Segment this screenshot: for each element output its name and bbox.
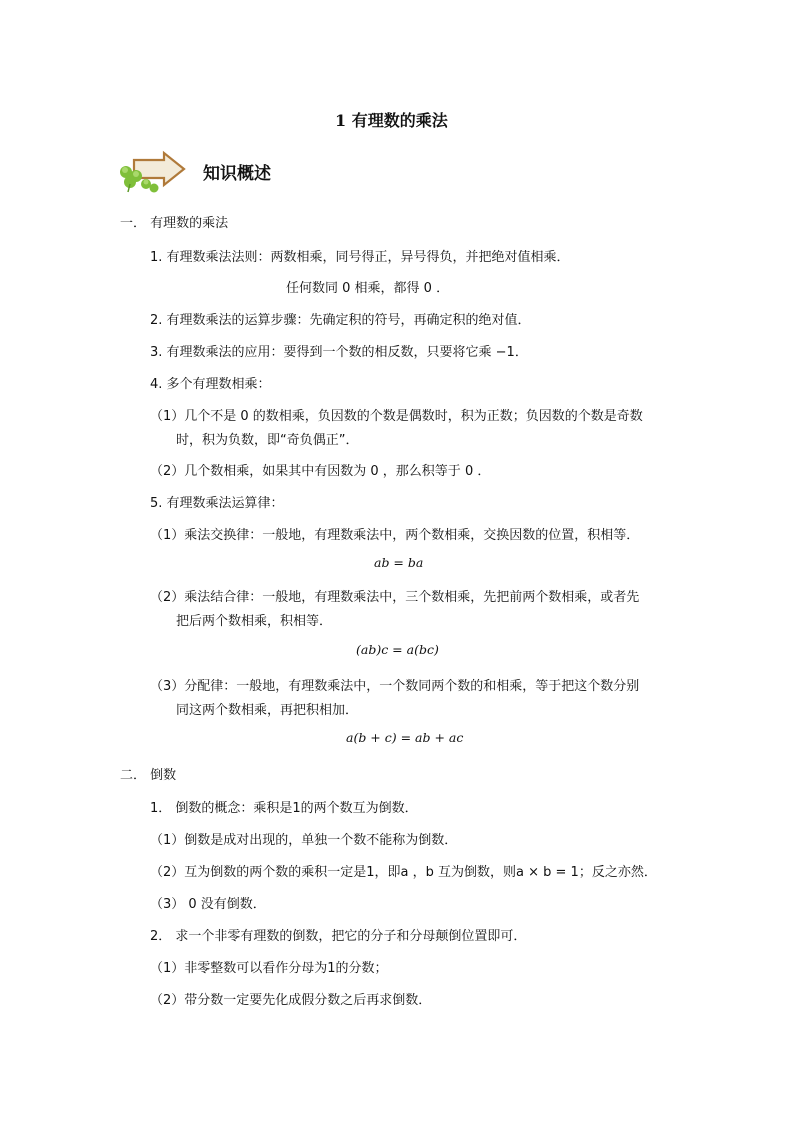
rule-4-1-line1: （1）几个不是 0 的数相乘，负因数的个数是偶数时，积为正数；负因数的个数是奇数: [150, 409, 643, 424]
rule-2: 2. 有理数乘法的运算步骤：先确定积的符号，再确定积的绝对值．: [150, 313, 531, 328]
rule-4: 4. 多个有理数相乘：: [150, 377, 271, 392]
rule-1-zero: 任何数同 0 相乘，都得 0 ．: [286, 281, 450, 296]
reciprocal-1-3: （3） 0 没有倒数．: [150, 897, 266, 912]
formula-associative: (ab)c = a(bc): [356, 642, 439, 657]
rule-4-2: （2）几个数相乘，如果其中有因数为 0 ，那么积等于 0 ．: [150, 464, 491, 479]
formula-commutative: ab = ba: [374, 555, 424, 570]
formula-distributive: a(b + c) = ab + ac: [346, 730, 464, 745]
banner-icon: [116, 150, 188, 194]
rule-4-1-line2: 时，积为负数，即“奇负偶正”．: [176, 433, 359, 448]
rule-5-2-line2: 把后两个数相乘，积相等．: [176, 614, 333, 629]
reciprocal-2-1: （1）非零整数可以看作分母为1的分数；: [150, 961, 388, 976]
reciprocal-1-1: （1）倒数是成对出现的，单独一个数不能称为倒数．: [150, 833, 458, 848]
rule-5-2-line1: （2）乘法结合律：一般地，有理数乘法中，三个数相乘，先把前两个数相乘，或者先: [150, 590, 640, 605]
rule-5-3-line1: （3）分配律：一般地，有理数乘法中，一个数同两个数的和相乘，等于把这个数分别: [150, 679, 640, 694]
rule-1: 1. 有理数乘法法则：两数相乘，同号得正，异号得负，并把绝对值相乘．: [150, 250, 570, 265]
reciprocal-1-2: （2）互为倒数的两个数的乘积一定是1，即a ，b 互为倒数，则a × b = 1；反之亦然．: [150, 865, 657, 880]
section-heading-2: 二． 倒数: [120, 768, 177, 783]
reciprocal-1: 1． 倒数的概念：乘积是1的两个数互为倒数．: [150, 801, 418, 816]
reciprocal-2-2: （2）带分数一定要先化成假分数之后再求倒数．: [150, 993, 432, 1008]
rule-5-1: （1）乘法交换律：一般地，有理数乘法中，两个数相乘，交换因数的位置，积相等．: [150, 528, 640, 543]
arrow-clover-icon: [116, 150, 188, 194]
rule-5-3-line2: 同这两个数相乘，再把积相加．: [176, 703, 359, 718]
page-title: 1 有理数的乘法: [335, 111, 448, 130]
rule-3: 3. 有理数乘法的应用：要得到一个数的相反数，只要将它乘 −1．: [150, 345, 528, 360]
reciprocal-2: 2． 求一个非零有理数的倒数，把它的分子和分母颠倒位置即可．: [150, 929, 527, 944]
banner-title: 知识概述: [203, 164, 271, 184]
section-heading-1: 一． 有理数的乘法: [120, 216, 229, 231]
rule-5: 5. 有理数乘法运算律：: [150, 496, 284, 511]
